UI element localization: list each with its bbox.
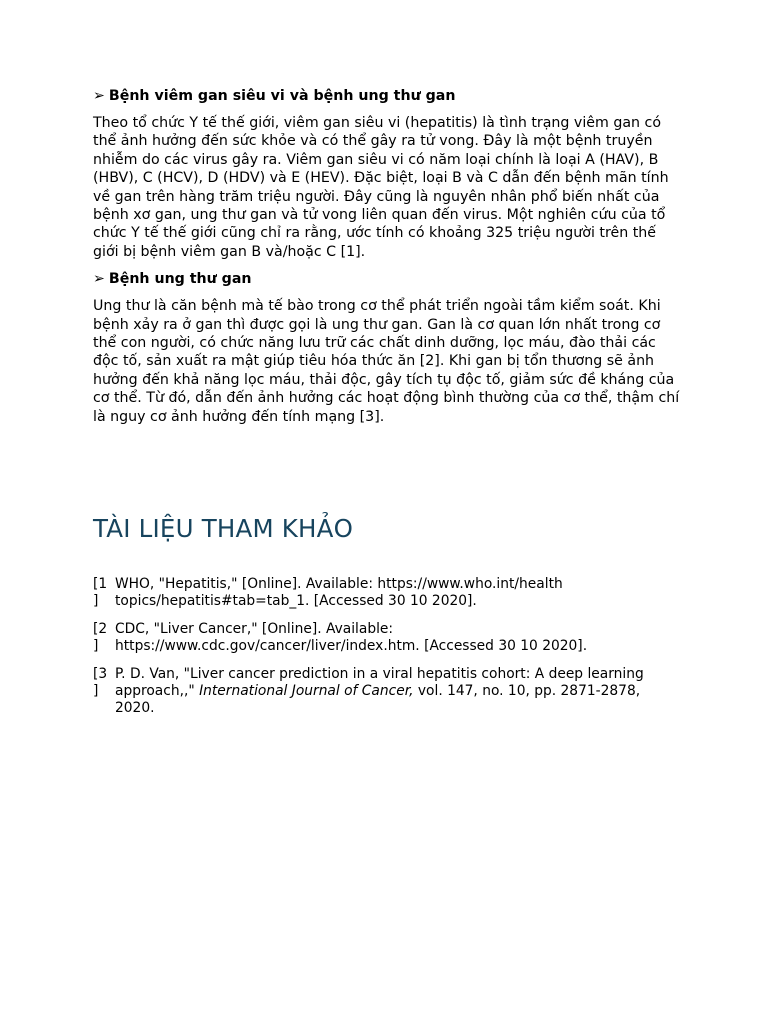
section-heading-liver-cancer (93, 269, 683, 289)
reference-text (115, 666, 673, 717)
reference-number: [2 ] (93, 621, 108, 654)
references-title: TÀI LIỆU THAM KHẢO (93, 514, 354, 543)
reference-journal-name: International Journal of Cancer, (199, 683, 414, 699)
reference-number: [1 ] (93, 576, 108, 609)
reference-item (93, 576, 673, 610)
arrow-bullet-icon: ➢ (93, 271, 105, 288)
reference-text-details: vol. 147, no. 10, pp. 2871-2878, 2020. (115, 683, 641, 716)
section-heading-text: Bệnh ung thư gan (108, 271, 252, 288)
reference-number: [3 ] (93, 666, 108, 699)
reference-text: WHO, "Hepatitis," [Online]. Available: https://www.who.int/health topics/hepatitis#tab=tab_1. [Accessed 30 10 2020]. (115, 576, 563, 609)
paragraph-hepatitis: Theo tổ chức Y tế thế giới, viêm gan siêu vi (hepatitis) là tình trạng viêm gan có thể ảnh hưởng đến sức khỏe và có thể gây ra tử vong. Đây là một bệnh truyền nhiễm do các virus gây ra. Viêm gan siêu vi có năm loại chính là loại A (HAV), B (HBV), C (HCV), D (HDV) và E (HEV). Đặc biệt, loại B và C dẫn đến bệnh mãn tính về gan trên hàng trăm triệu người. Đây cũng là nguyên nhân phổ biến nhất của bệnh xơ gan, ung thư gan và tử vong liên quan đến virus. Một nghiên cứu của tổ chức Y tế thế giới cũng chỉ ra rằng, ước tính có khoảng 325 triệu người trên thế giới bị bệnh viêm gan B và/hoặc C [1]. (93, 115, 669, 260)
arrow-bullet-icon: ➢ (93, 88, 105, 104)
references-list (93, 576, 673, 728)
document-body (93, 86, 683, 434)
reference-text: CDC, "Liver Cancer," [Online]. Available: https://www.cdc.gov/cancer/liver/index.htm. [Accessed 30 10 2020]. (115, 621, 588, 654)
paragraph-liver-cancer: Ung thư là căn bệnh mà tế bào trong cơ thể phát triển ngoài tầm kiểm soát. Khi bệnh xảy ra ở gan thì được gọi là ung thư gan. Gan là cơ quan lớn nhất trong cơ thể con người, có chức năng lưu trữ các chất dinh dưỡng, lọc máu, đào thải các độc tố, sản xuất ra mật giúp tiêu hóa thức ăn [2]. Khi gan bị tổn thương sẽ ảnh hưởng đến khả năng lọc máu, thải độc, gây tích tụ độc tố, giảm sức đề kháng của cơ thể. Từ đó, dẫn đến ảnh hưởng các hoạt động bình thường của cơ thể, thậm chí là nguy cơ ảnh hưởng đến tính mạng [3]. (93, 298, 680, 425)
reference-text-authors-title: P. D. Van, "Liver cancer prediction in a viral hepatitis cohort: A deep learning approach,," (115, 666, 644, 699)
reference-item (93, 666, 673, 717)
section-heading-text: Bệnh viêm gan siêu vi và bệnh ung thư gan (108, 88, 456, 104)
reference-item (93, 621, 673, 655)
section-heading-hepatitis (93, 86, 683, 106)
